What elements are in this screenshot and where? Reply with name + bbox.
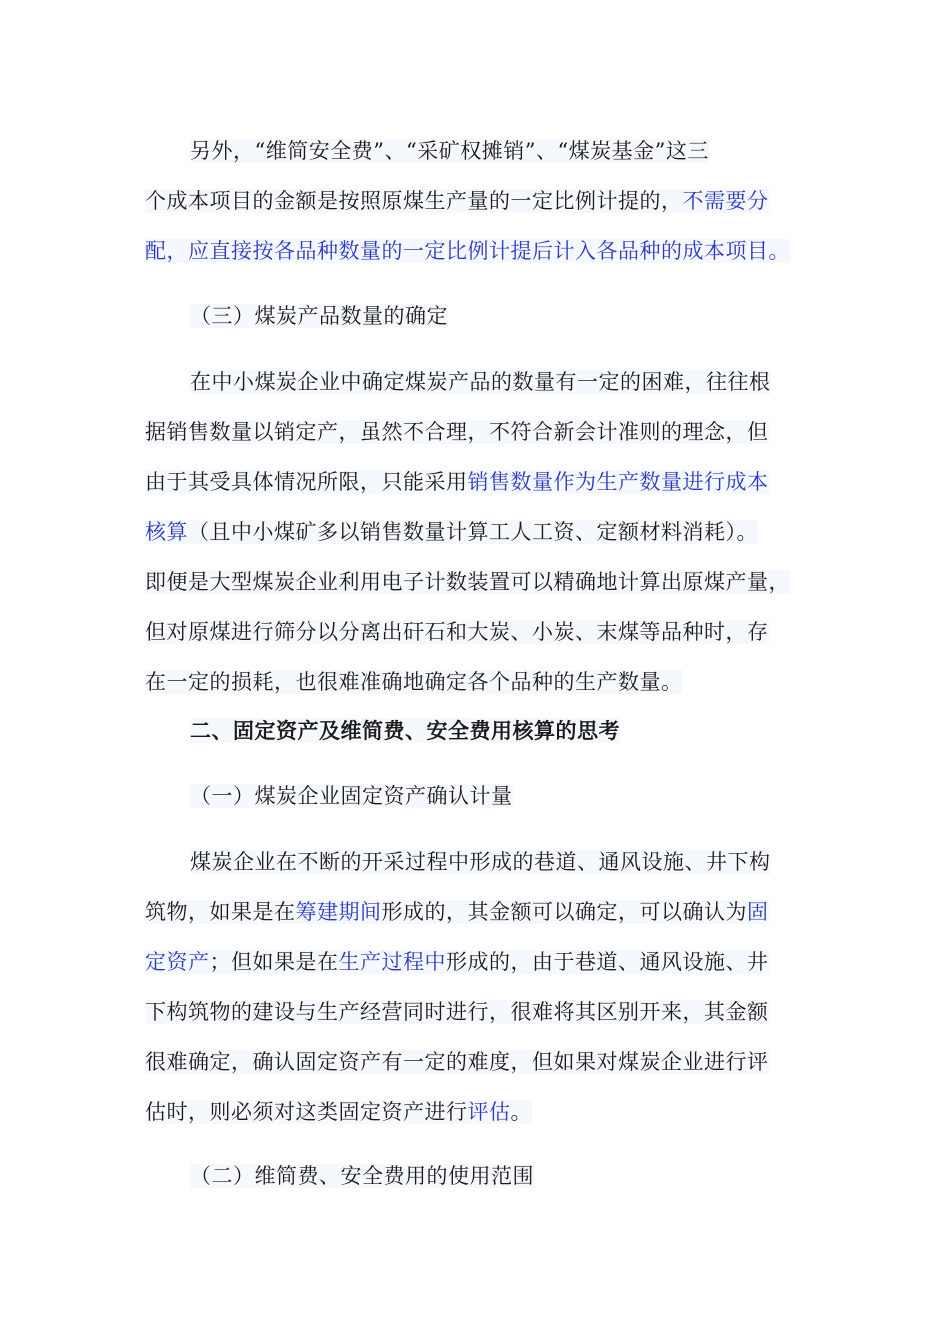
highlighted-text: 筹建期间 [295,900,382,924]
text-line [145,557,815,607]
text-line [145,1087,815,1137]
paragraph-fixed-assets [145,837,815,1137]
text-line [145,1151,815,1201]
text-run: 煤炭企业在不断的开采过程中形成的巷道、通风设施、井下构 [190,850,771,874]
text-line [145,607,815,657]
text-line [145,176,815,226]
section-heading-1 [145,771,815,821]
paragraph-cost-items [145,126,815,276]
text-line [145,507,815,557]
heading-text: （一）煤炭企业固定资产确认计量 [190,784,513,808]
highlighted-text: 销售数量作为生产数量进行成本 [467,470,769,494]
text-line [145,291,815,341]
text-line [145,771,815,821]
highlighted-text: 配，应直接按各品种数量的一定比例计提后计入各品种的成本项目。 [145,239,790,263]
text-run: ；但如果是在 [209,950,339,974]
highlighted-text: 定资产 [145,950,210,974]
section-heading-4 [145,1151,815,1201]
text-run: 下构筑物的建设与生产经营同时进行，很难将其区别开来，其金额 [145,1000,769,1024]
text-line [145,357,815,407]
text-run: 形成的，其金额可以确定，可以确认为 [381,900,747,924]
text-line [145,407,815,457]
text-run: 形成的，由于巷道、通风设施、井 [446,950,769,974]
text-line [145,837,815,887]
text-run: 在一定的损耗，也很难准确地确定各个品种的生产数量。 [145,670,683,694]
text-run: 另外，“维简安全费”、“采矿权摊销”、“煤炭基金”这三 [190,139,709,163]
text-run: 。 [510,1100,532,1124]
highlighted-text: 固 [747,900,769,924]
text-run: （且中小煤矿多以销售数量计算工人工资、定额材料消耗）。 [188,520,758,544]
text-run: 但对原煤进行筛分以分离出矸石和大炭、小炭、末煤等品种时，存 [145,620,769,644]
text-run: 据销售数量以销定产，虽然不合理，不符合新会计准则的理念，但 [145,420,769,444]
heading-text: （三）煤炭产品数量的确定 [190,304,448,328]
text-run: 估时，则必须对这类固定资产进行 [145,1100,468,1124]
text-line [145,657,815,707]
highlighted-text: 生产过程中 [338,950,446,974]
heading-text: （二）维简费、安全费用的使用范围 [190,1164,534,1188]
text-line [145,457,815,507]
text-line [145,126,815,176]
text-run: 筑物，如果是在 [145,900,296,924]
text-line [145,706,815,756]
text-run: 在中小煤炭企业中确定煤炭产品的数量有一定的困难，往往根 [190,370,771,394]
paragraph-product-quantity [145,357,815,707]
section-heading-2 [145,706,815,756]
text-run: 个成本项目的金额是按照原煤生产量的一定比例计提的， [145,189,683,213]
text-run: 很难确定，确认固定资产有一定的难度，但如果对煤炭企业进行评 [145,1050,769,1074]
text-line [145,1037,815,1087]
text-line [145,226,815,276]
text-run: 即便是大型煤炭企业利用电子计数装置可以精确地计算出原煤产量， [145,570,790,594]
text-line [145,937,815,987]
text-line [145,987,815,1037]
text-line [145,887,815,937]
highlighted-text: 核算 [145,520,188,544]
section-heading-3 [145,291,815,341]
heading-text: 二、固定资产及维简费、安全费用核算的思考 [190,718,620,743]
text-run: 由于其受具体情况所限，只能采用 [145,470,468,494]
highlighted-text: 评估 [467,1100,511,1124]
highlighted-text: 不需要分 [682,189,769,213]
